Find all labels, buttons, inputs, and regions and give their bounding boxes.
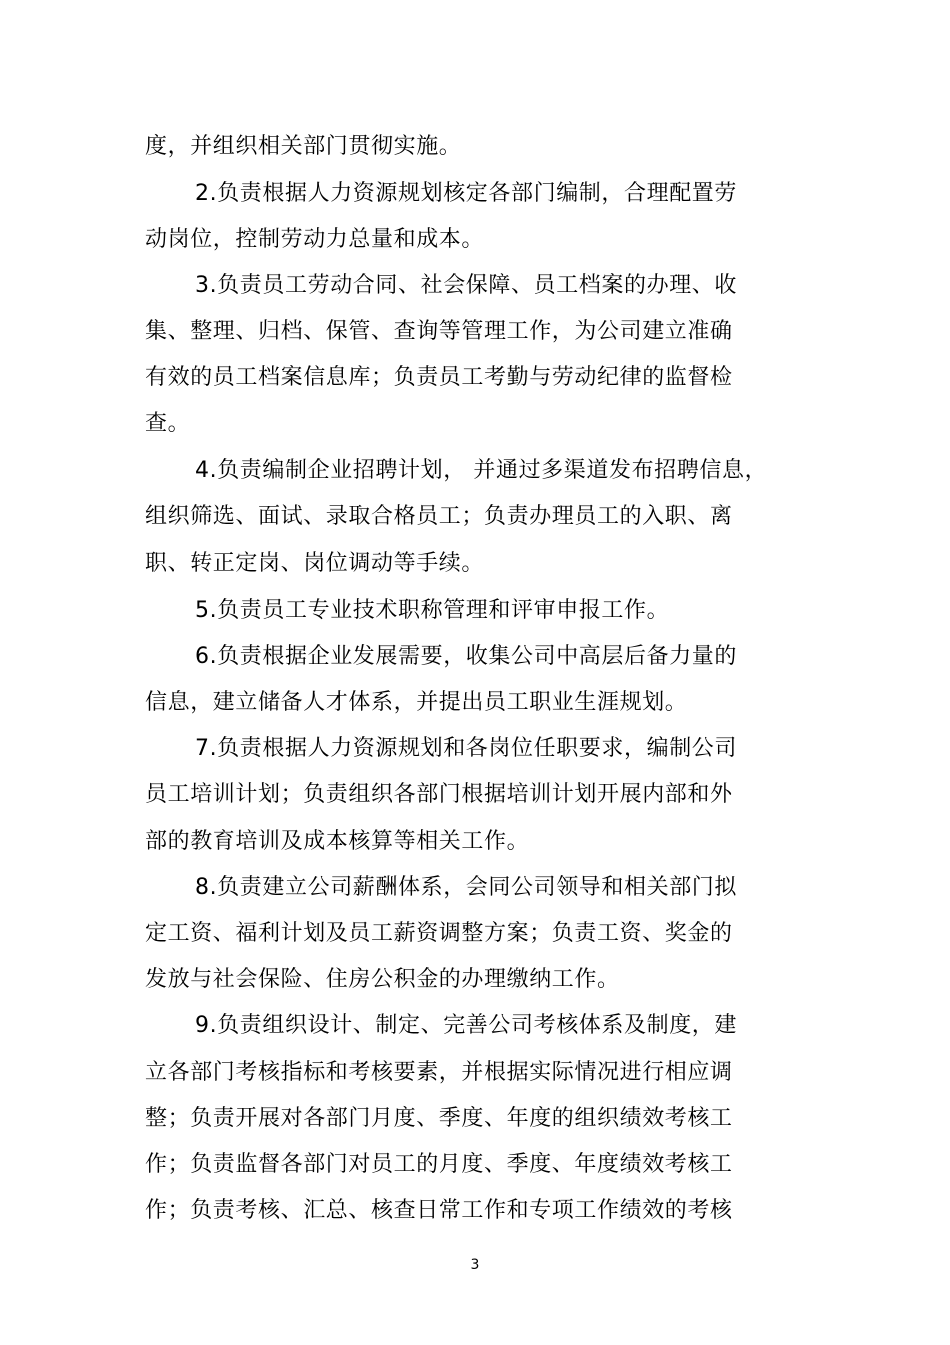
text-line: 发放与社会保险、住房公积金的办理缴纳工作。 (145, 967, 620, 992)
text-line: 3.负责员工劳动合同、社会保障、员工档案的办理、收 (195, 273, 737, 298)
text-line: 作；负责监督各部门对员工的月度、季度、年度绩效考核工 (145, 1152, 733, 1177)
text-line: 职、转正定岗、岗位调动等手续。 (145, 551, 485, 576)
text-line: 9.负责组织设计、制定、完善公司考核体系及制度，建 (195, 1013, 737, 1038)
text-line: 8.负责建立公司薪酬体系，会同公司领导和相关部门拟 (195, 875, 737, 900)
text-line: 7.负责根据人力资源规划和各岗位任职要求，编制公司 (195, 736, 737, 761)
text-line: 部的教育培训及成本核算等相关工作。 (145, 829, 530, 854)
text-line: 5.负责员工专业技术职称管理和评审申报工作。 (195, 598, 670, 623)
text-line: 6.负责根据企业发展需要，收集公司中高层后备力量的 (195, 644, 737, 669)
text-line: 有效的员工档案信息库；负责员工考勤与劳动纪律的监督检 (145, 365, 733, 390)
text-line: 信息，建立储备人才体系，并提出员工职业生涯规划。 (145, 690, 688, 715)
text-line: 作；负责考核、汇总、核查日常工作和专项工作绩效的考核 (145, 1198, 733, 1223)
text-line: 动岗位，控制劳动力总量和成本。 (145, 227, 485, 252)
text-line: 组织筛选、面试、录取合格员工；负责办理员工的入职、离 (145, 504, 733, 529)
text-line: 整；负责开展对各部门月度、季度、年度的组织绩效考核工 (145, 1106, 733, 1131)
text-line: 定工资、福利计划及员工薪资调整方案；负责工资、奖金的 (145, 921, 733, 946)
page-number: 3 (470, 1257, 480, 1273)
text-line: 员工培训计划；负责组织各部门根据培训计划开展内部和外 (145, 782, 733, 807)
text-line: 度，并组织相关部门贯彻实施。 (145, 134, 462, 159)
text-line: 4.负责编制企业招聘计划， 并通过多渠道发布招聘信息， (195, 458, 768, 483)
text-line: 集、整理、归档、保管、查询等管理工作，为公司建立准确 (145, 319, 733, 344)
text-line: 立各部门考核指标和考核要素，并根据实际情况进行相应调 (145, 1060, 733, 1085)
text-line: 2.负责根据人力资源规划核定各部门编制，合理配置劳 (195, 181, 737, 206)
text-line: 查。 (145, 411, 191, 436)
